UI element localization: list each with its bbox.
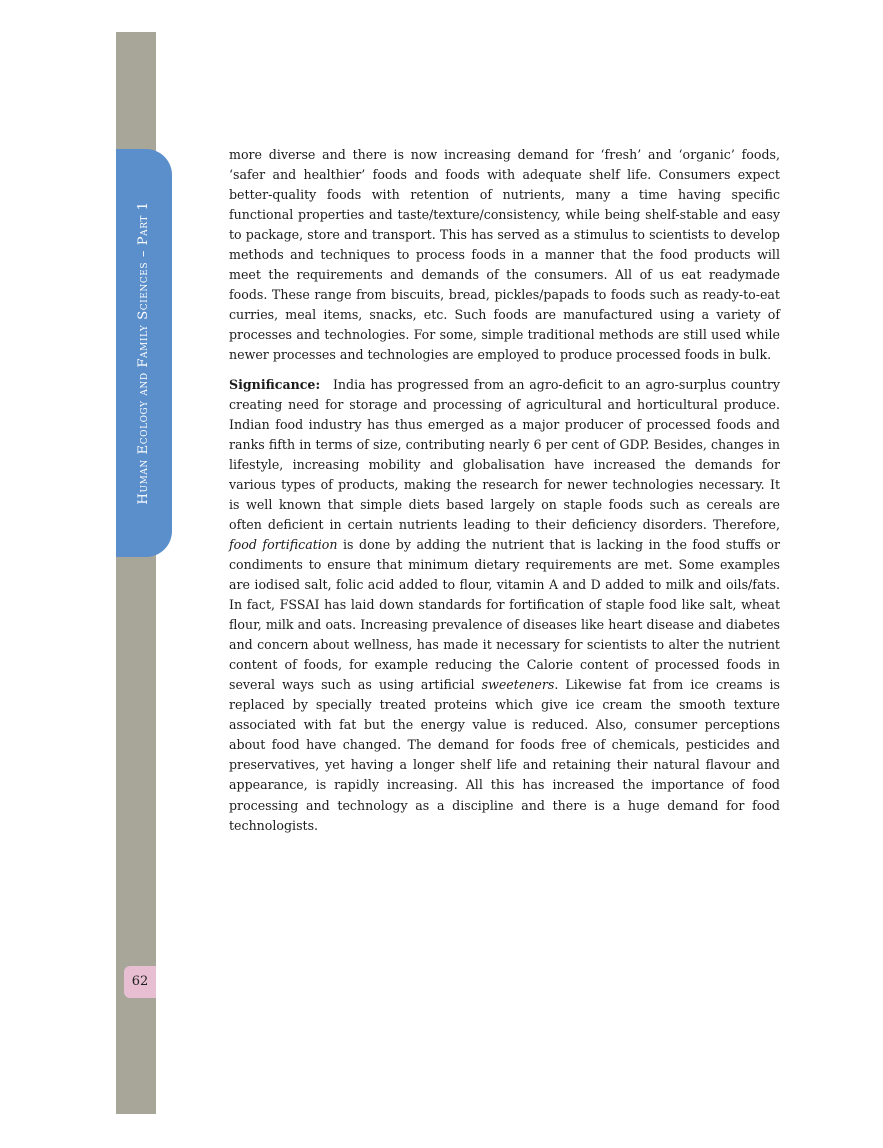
paragraph-intro: more diverse and there is now increasing demand for ‘fresh’ and ‘organic’ foods, ‘safer and healthier’ foods and foods with adequate shelf life. Consumers expect better-quality foods with retention of nutrients, many a time having specific functional properties and taste/texture/consistency, while being shelf-stable and easy to package, store and transport. This has served as a stimulus to scientists to develop methods and techniques to process foods in a manner that the food products will meet the requirements and demands of the consumers. All of us eat readymade foods. These range from biscuits, bread, pickles/papads to foods such as ready-to-eat curries, meal items, snacks, etc. Such foods are manufactured using a variety of processes and technologies. For some, simple traditional methods are still used while newer processes and technologies are employed to produce processed foods in bulk.	[229, 147, 780, 363]
page-number-badge: 62	[124, 966, 156, 998]
significance-text-1: India has progressed from an agro-deficit to an agro-surplus country creating need for storage and processing of agricultural and horticultural produce. Indian food industry has thus emerged as a major producer of processed foods and ranks fifth in terms of size, contributing nearly 6 per cent of GDP. Besides, changes in lifestyle, increasing mobility and globalisation have increased the demands for various types of products, making the research for newer technologies necessary. It is well known that simple diets based largely on staple foods such as cereals are often deficient in certain nutrients leading to their deficiency disorders. Therefore,	[229, 376, 780, 532]
term-food-fortification: food fortification	[229, 536, 338, 552]
significance-text-3: . Likewise fat from ice creams is replaced by specially treated proteins which give ice cream the smooth texture associated with fat but the energy value is reduced. Also, consumer perceptions about food have changed. The demand for foods free of chemicals, pesticides and preservatives, yet having a longer shelf life and retaining their natural flavour and appearance, is rapidly increasing. All this has increased the importance of food processing and technology as a discipline and there is a huge demand for food technologists.	[229, 677, 780, 833]
term-sweeteners: sweeteners	[481, 677, 555, 693]
significance-heading: Significance:	[229, 376, 321, 392]
significance-text-2: is done by adding the nutrient that is lacking in the food stuffs or condiments to ensure that minimum dietary requirements are met. Some examples are iodised salt, folic acid added to flour, vitamin A and D added to milk and oils/fats. In fact, FSSAI has laid down standards for fortification of staple food like salt, wheat flour, milk and oats. Increasing prevalence of diseases like heart disease and diabetes and concern about wellness, has made it necessary for scientists to alter the nutrient content of foods, for example reducing the Calorie content of processed foods in several ways such as using artificial	[229, 536, 780, 693]
body-text	[229, 145, 780, 845]
paragraph-significance	[229, 375, 780, 836]
side-tab-title: Human Ecology and Family Sciences – Part 1	[136, 201, 151, 505]
